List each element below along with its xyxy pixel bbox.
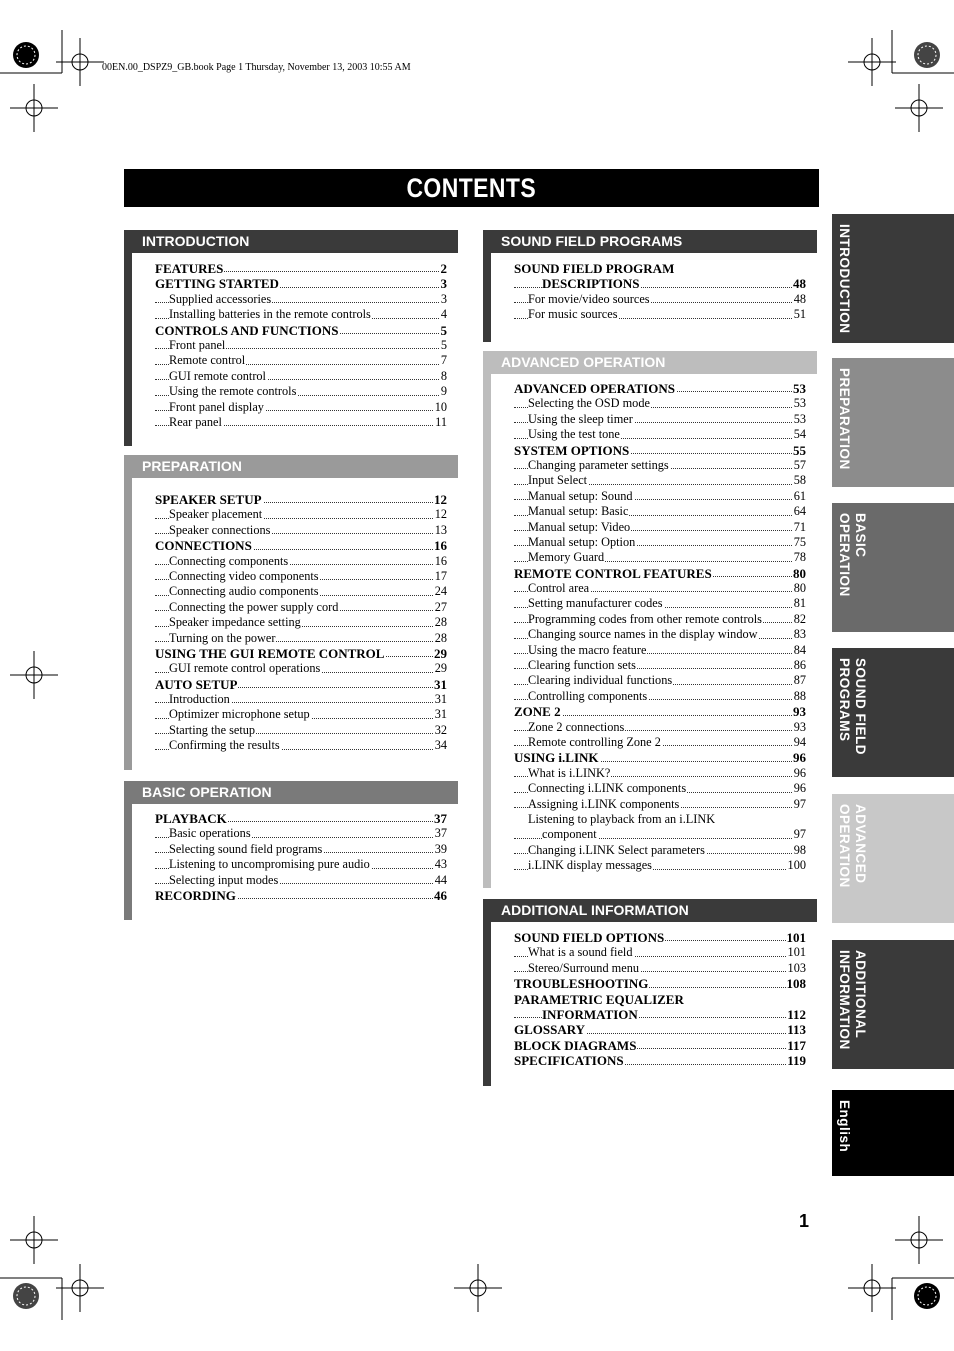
toc-main-entry[interactable] xyxy=(514,381,806,396)
toc-entry-label: Front panel display xyxy=(169,399,264,414)
toc-entry-label: TROUBLESHOOTING xyxy=(514,976,649,992)
toc-entry-page: 31 xyxy=(434,692,447,707)
toc-main-entry[interactable] xyxy=(514,276,806,291)
toc-sub-entry[interactable] xyxy=(514,627,806,642)
crosshair-icon xyxy=(10,651,58,699)
toc-sub-entry[interactable] xyxy=(514,581,806,596)
toc-entry-label: Assigning i.LINK components xyxy=(528,796,680,811)
toc-main-entry[interactable] xyxy=(155,538,447,553)
toc-entry-label: Listening to uncompromising pure audio xyxy=(169,857,370,872)
toc-entry-page: 78 xyxy=(793,550,806,565)
toc-entry-page: 58 xyxy=(793,473,806,488)
crosshair-icon xyxy=(454,1264,502,1312)
toc-entry-page: 11 xyxy=(435,414,447,429)
toc-entry-page: 103 xyxy=(787,960,806,975)
crosshair-icon xyxy=(895,1216,943,1264)
toc-entry-page: 54 xyxy=(793,427,806,442)
toc-entry-label: Remote controlling Zone 2 xyxy=(528,734,661,749)
toc-entry-page: 5 xyxy=(440,337,447,352)
file-info-header: 00EN.00_DSPZ9_GB.book Page 1 Thursday, November 13, 2003 10:55 AM xyxy=(102,62,411,73)
toc-main-entry[interactable] xyxy=(155,646,447,661)
toc-sub-entry[interactable] xyxy=(514,673,806,688)
side-tab-label: INTRODUCTION xyxy=(837,224,852,334)
section-bar xyxy=(483,922,491,1086)
toc-entry-label: Using the sleep timer xyxy=(528,411,633,426)
toc-entry-label: Introduction xyxy=(169,692,230,707)
toc-entry-page: 80 xyxy=(793,565,806,581)
crosshair-icon xyxy=(56,38,104,86)
toc-entry-label: Turning on the power xyxy=(169,630,276,645)
star-target-icon xyxy=(13,42,39,68)
crosshair-icon xyxy=(56,1264,104,1312)
toc-sub-entry[interactable] xyxy=(155,873,447,888)
crosshair-icon xyxy=(10,84,58,132)
toc-entry-page: 117 xyxy=(787,1037,806,1053)
toc-entry-label: Manual setup: Basic xyxy=(528,504,629,519)
toc-list-introduction xyxy=(155,261,447,430)
side-tab-label: PREPARATION xyxy=(837,368,852,470)
toc-entry-label: Clearing individual functions xyxy=(528,673,673,688)
toc-sub-entry[interactable] xyxy=(155,507,447,522)
toc-sub-entry[interactable] xyxy=(155,569,447,584)
toc-entry-page: 43 xyxy=(434,857,447,872)
toc-entry-page: 108 xyxy=(786,976,806,992)
toc-entry-label: Stereo/Surround menu xyxy=(528,960,639,975)
toc-entry-label: Zone 2 connections xyxy=(528,719,625,734)
toc-sub-entry[interactable] xyxy=(155,692,447,707)
toc-entry-label: AUTO SETUP xyxy=(155,676,238,692)
toc-sub-entry[interactable] xyxy=(514,720,806,735)
toc-list-additional-information xyxy=(514,930,806,1069)
section-header-additional-information: ADDITIONAL INFORMATION xyxy=(483,899,817,922)
toc-sub-entry[interactable] xyxy=(514,797,806,812)
toc-entry-page: 93 xyxy=(793,704,806,720)
section-bar xyxy=(124,804,132,920)
toc-sub-entry[interactable] xyxy=(155,369,447,384)
page-number: 1 xyxy=(799,1211,810,1231)
toc-entry-page: 24 xyxy=(434,584,447,599)
toc-entry-label: FEATURES xyxy=(155,261,224,276)
toc-entry-page: 31 xyxy=(434,707,447,722)
side-tab-label: ADVANCED OPERATION xyxy=(837,804,868,888)
toc-entry-page: 81 xyxy=(793,596,806,611)
toc-entry-label: USING i.LINK xyxy=(514,750,599,766)
toc-entry-page: 75 xyxy=(793,534,806,549)
toc-entry-page: 57 xyxy=(793,457,806,472)
toc-sub-entry[interactable] xyxy=(514,504,806,519)
side-tab-label: ADDITIONAL INFORMATION xyxy=(837,950,868,1050)
toc-entry-page: 29 xyxy=(434,661,447,676)
toc-entry-page: 53 xyxy=(793,396,806,411)
toc-entry-label: PARAMETRIC EQUALIZER xyxy=(514,991,684,1007)
toc-sub-entry[interactable] xyxy=(514,458,806,473)
toc-entry-label: ZONE 2 xyxy=(514,704,561,720)
page-title-bar xyxy=(124,169,819,207)
toc-entry-label: SOUND FIELD OPTIONS xyxy=(514,930,665,945)
toc-entry-page: 51 xyxy=(793,307,806,322)
toc-sub-entry[interactable] xyxy=(514,961,806,976)
side-tab-english[interactable] xyxy=(832,1090,954,1176)
crosshair-icon xyxy=(848,1264,896,1312)
toc-entry-page: 84 xyxy=(793,642,806,657)
toc-sub-entry[interactable] xyxy=(155,415,447,430)
toc-list-preparation xyxy=(155,492,447,754)
toc-sub-entry[interactable] xyxy=(155,826,447,841)
side-tab-sound-field-programs[interactable] xyxy=(832,648,954,777)
toc-sub-entry[interactable] xyxy=(514,843,806,858)
toc-entry-page: 119 xyxy=(787,1053,806,1069)
toc-entry-page: 34 xyxy=(434,738,447,753)
toc-sub-entry[interactable] xyxy=(155,353,447,368)
side-tab-label: English xyxy=(837,1100,852,1153)
toc-entry-page: 96 xyxy=(793,765,806,780)
toc-entry-label: USING THE GUI REMOTE CONTROL xyxy=(155,645,385,661)
toc-entry-label: BLOCK DIAGRAMS xyxy=(514,1037,637,1053)
side-tab-label: BASIC OPERATION xyxy=(837,513,868,597)
toc-entry-label: Selecting sound field programs xyxy=(169,841,323,856)
toc-sub-entry[interactable] xyxy=(514,550,806,565)
toc-entry-page: 55 xyxy=(793,442,806,458)
toc-entry-label: PLAYBACK xyxy=(155,811,227,826)
toc-sub-entry[interactable] xyxy=(155,615,447,630)
toc-entry-page: 28 xyxy=(434,615,447,630)
toc-list-basic-operation xyxy=(155,811,447,903)
toc-sub-entry[interactable] xyxy=(155,707,447,722)
toc-main-entry[interactable] xyxy=(514,992,806,1007)
toc-entry-label: SPEAKER SETUP xyxy=(155,492,262,507)
toc-entry-page: 86 xyxy=(793,658,806,673)
toc-main-entry[interactable] xyxy=(155,323,447,338)
toc-entry-label: Changing source names in the display window xyxy=(528,627,758,642)
toc-sub-entry[interactable] xyxy=(514,643,806,658)
toc-entry-label: Control area xyxy=(528,581,590,596)
toc-entry-page: 97 xyxy=(793,827,806,842)
toc-main-entry[interactable] xyxy=(514,1022,806,1037)
toc-entry-page: 96 xyxy=(793,750,806,766)
toc-entry-page: 83 xyxy=(793,627,806,642)
toc-sub-entry[interactable] xyxy=(155,600,447,615)
toc-entry-label: What is i.LINK? xyxy=(528,765,611,780)
toc-sub-entry[interactable] xyxy=(514,489,806,504)
toc-entry-page: 100 xyxy=(787,858,806,873)
toc-entry-label: DESCRIPTIONS xyxy=(542,276,640,292)
section-header-introduction: INTRODUCTION xyxy=(124,230,458,253)
toc-entry-label: Manual setup: Video xyxy=(528,519,631,534)
star-target-icon xyxy=(914,42,940,68)
toc-main-entry[interactable] xyxy=(514,750,806,765)
toc-entry-page: 3 xyxy=(440,291,447,306)
toc-entry-label: Connecting audio components xyxy=(169,584,319,599)
toc-list-sound-field-programs xyxy=(514,261,806,323)
toc-entry-page: 97 xyxy=(793,796,806,811)
toc-entry-page: 37 xyxy=(434,826,447,841)
toc-entry-label: Input Select xyxy=(528,473,588,488)
toc-entry-page: 28 xyxy=(434,630,447,645)
toc-main-entry[interactable] xyxy=(514,704,806,719)
side-tab-advanced-operation[interactable] xyxy=(832,794,954,923)
toc-entry-page: 46 xyxy=(434,887,447,903)
toc-entry-label: Manual setup: Option xyxy=(528,534,636,549)
toc-entry-page: 48 xyxy=(793,276,806,292)
toc-entry-label: Selecting the OSD mode xyxy=(528,396,650,411)
toc-entry-label: Using the macro feature xyxy=(528,642,647,657)
toc-list-advanced-operation xyxy=(514,381,806,874)
toc-main-entry[interactable] xyxy=(514,1053,806,1068)
toc-sub-entry[interactable] xyxy=(155,661,447,676)
section-bar xyxy=(124,253,132,446)
toc-sub-entry[interactable] xyxy=(155,554,447,569)
toc-entry-label: Optimizer microphone setup xyxy=(169,707,310,722)
toc-sub-entry[interactable] xyxy=(155,384,447,399)
star-target-icon xyxy=(13,1283,39,1309)
toc-entry-label: GUI remote control operations xyxy=(169,661,321,676)
toc-entry-label: Programming codes from other remote controls xyxy=(528,611,762,626)
toc-entry-page: 32 xyxy=(434,722,447,737)
toc-entry-page: 94 xyxy=(793,734,806,749)
toc-entry-page: 39 xyxy=(434,841,447,856)
section-header-advanced-operation: ADVANCED OPERATION xyxy=(483,351,817,374)
toc-entry-label: SOUND FIELD PROGRAM xyxy=(514,261,675,276)
toc-main-entry[interactable] xyxy=(155,888,447,903)
toc-sub-entry[interactable] xyxy=(514,292,806,307)
toc-entry-label: ADVANCED OPERATIONS xyxy=(514,381,675,396)
toc-sub-entry[interactable] xyxy=(514,945,806,960)
toc-entry-label: For music sources xyxy=(528,307,618,322)
toc-entry-page: 7 xyxy=(440,353,447,368)
toc-entry-page: 16 xyxy=(434,553,447,568)
toc-entry-label: REMOTE CONTROL FEATURES xyxy=(514,565,712,581)
toc-sub-entry[interactable] xyxy=(514,307,806,322)
toc-entry-page: 5 xyxy=(440,322,447,338)
toc-entry-page: 98 xyxy=(793,842,806,857)
toc-entry-page: 13 xyxy=(434,522,447,537)
toc-main-entry[interactable] xyxy=(514,1007,806,1022)
toc-entry-label: CONNECTIONS xyxy=(155,538,252,554)
toc-entry-label: Connecting the power supply cord xyxy=(169,599,339,614)
toc-sub-entry[interactable] xyxy=(514,396,806,411)
toc-main-entry[interactable] xyxy=(514,976,806,991)
toc-main-entry[interactable] xyxy=(514,261,806,276)
toc-entry-label: Using the test tone xyxy=(528,427,620,442)
toc-main-entry[interactable] xyxy=(514,566,806,581)
side-tab-label: SOUND FIELD PROGRAMS xyxy=(837,658,868,756)
toc-entry-label: Speaker placement xyxy=(169,507,263,522)
toc-sub-entry[interactable] xyxy=(155,857,447,872)
toc-main-entry[interactable] xyxy=(514,930,806,945)
toc-entry-page: 96 xyxy=(793,781,806,796)
toc-entry-page: 82 xyxy=(793,611,806,626)
toc-entry-page: 61 xyxy=(793,488,806,503)
toc-entry-label: Connecting components xyxy=(169,553,289,568)
toc-entry-page: 16 xyxy=(434,538,447,554)
toc-entry-label: CONTROLS AND FUNCTIONS xyxy=(155,322,339,338)
toc-entry-label: Front panel xyxy=(169,337,226,352)
toc-sub-entry[interactable] xyxy=(155,738,447,753)
toc-sub-entry[interactable] xyxy=(155,292,447,307)
toc-sub-entry[interactable] xyxy=(514,766,806,781)
section-header-preparation: PREPARATION xyxy=(124,455,458,478)
toc-entry-label: Starting the setup xyxy=(169,722,256,737)
side-tab-basic-operation[interactable] xyxy=(832,503,954,632)
toc-sub-entry[interactable] xyxy=(514,535,806,550)
toc-entry-label: INFORMATION xyxy=(542,1006,638,1022)
toc-entry-label: Memory Guard xyxy=(528,550,605,565)
toc-entry-label: SYSTEM OPTIONS xyxy=(514,442,630,458)
toc-entry-page: 8 xyxy=(440,368,447,383)
toc-main-entry[interactable] xyxy=(155,811,447,826)
toc-entry-label: Remote control xyxy=(169,353,246,368)
toc-entry-label: What is a sound field xyxy=(528,945,633,960)
toc-sub-entry[interactable] xyxy=(155,338,447,353)
toc-entry-page: 12 xyxy=(434,507,447,522)
toc-entry-label: Speaker connections xyxy=(169,522,271,537)
toc-entry-label: Connecting video components xyxy=(169,568,319,583)
toc-entry-page: 2 xyxy=(440,261,447,276)
toc-entry-label: GLOSSARY xyxy=(514,1022,586,1038)
toc-entry-page: 101 xyxy=(787,945,806,960)
toc-sub-entry[interactable] xyxy=(155,631,447,646)
toc-entry-label: Changing i.LINK Select parameters xyxy=(528,842,705,857)
side-tab-preparation[interactable] xyxy=(832,358,954,487)
toc-entry-label: Using the remote controls xyxy=(169,384,297,399)
toc-sub-entry[interactable] xyxy=(514,658,806,673)
toc-sub-entry[interactable] xyxy=(155,842,447,857)
toc-sub-entry[interactable] xyxy=(514,781,806,796)
toc-entry-label: Manual setup: Sound xyxy=(528,488,633,503)
toc-entry-label: Rear panel xyxy=(169,414,222,429)
toc-main-entry[interactable] xyxy=(155,492,447,507)
toc-entry-page: 88 xyxy=(793,688,806,703)
toc-sub-entry[interactable] xyxy=(514,689,806,704)
toc-entry-page: 71 xyxy=(793,519,806,534)
toc-sub-entry[interactable] xyxy=(514,612,806,627)
page-title: CONTENTS xyxy=(406,173,537,203)
toc-entry-label: RECORDING xyxy=(155,887,236,903)
toc-entry-page: 37 xyxy=(434,811,447,826)
toc-entry-label: i.LINK display messages xyxy=(528,858,652,873)
toc-main-entry[interactable] xyxy=(514,1038,806,1053)
side-tab-introduction[interactable] xyxy=(832,214,954,343)
toc-sub-entry[interactable] xyxy=(514,473,806,488)
toc-entry-page: 3 xyxy=(440,276,447,292)
toc-entry-label: For movie/video sources xyxy=(528,291,650,306)
toc-entry-label: Basic operations xyxy=(169,826,251,841)
toc-entry-label: Installing batteries in the remote controls xyxy=(169,307,371,322)
side-tab-additional-information[interactable] xyxy=(832,940,954,1069)
toc-entry-label: Controlling components xyxy=(528,688,648,703)
toc-sub-entry[interactable] xyxy=(155,523,447,538)
toc-sub-entry[interactable] xyxy=(155,400,447,415)
toc-entry-page: 48 xyxy=(793,291,806,306)
toc-sub-entry[interactable] xyxy=(514,858,806,873)
toc-entry-page: 31 xyxy=(434,676,447,692)
toc-sub-entry[interactable] xyxy=(514,427,806,442)
toc-entry-page: 53 xyxy=(793,411,806,426)
toc-entry-page: 9 xyxy=(440,384,447,399)
section-header-basic-operation: BASIC OPERATION xyxy=(124,781,458,804)
toc-entry-label: Selecting input modes xyxy=(169,872,279,887)
toc-entry-page: 29 xyxy=(434,645,447,661)
toc-entry-page: 17 xyxy=(434,568,447,583)
toc-entry-label: component xyxy=(542,827,597,842)
toc-entry-page: 64 xyxy=(793,504,806,519)
toc-sub-entry[interactable] xyxy=(155,723,447,738)
toc-entry-page: 10 xyxy=(434,399,447,414)
toc-entry-label: GUI remote control xyxy=(169,368,266,383)
section-header-sound-field-programs: SOUND FIELD PROGRAMS xyxy=(483,230,817,253)
crosshair-icon xyxy=(848,38,896,86)
toc-entry-label: Connecting i.LINK components xyxy=(528,781,687,796)
crosshair-icon xyxy=(10,1216,58,1264)
crosshair-icon xyxy=(895,84,943,132)
section-bar xyxy=(483,374,491,888)
toc-entry-label: Listening to playback from an i.LINK xyxy=(528,811,716,826)
toc-entry-label: Changing parameter settings xyxy=(528,457,669,472)
toc-entry-label: Clearing function sets xyxy=(528,658,636,673)
toc-entry-page: 113 xyxy=(787,1022,806,1038)
toc-main-entry[interactable] xyxy=(155,677,447,692)
toc-entry-page: 44 xyxy=(434,872,447,887)
toc-entry-page: 93 xyxy=(793,719,806,734)
toc-sub-entry[interactable] xyxy=(514,520,806,535)
toc-main-entry[interactable] xyxy=(155,276,447,291)
toc-sub-entry[interactable] xyxy=(514,596,806,611)
section-bar xyxy=(483,253,491,342)
toc-sub-entry[interactable] xyxy=(514,812,806,827)
toc-entry-label: GETTING STARTED xyxy=(155,276,279,292)
section-bar xyxy=(124,478,132,770)
toc-sub-entry[interactable] xyxy=(514,735,806,750)
toc-entry-page: 87 xyxy=(793,673,806,688)
toc-sub-entry[interactable] xyxy=(155,307,447,322)
toc-entry-page: 80 xyxy=(793,581,806,596)
toc-entry-label: Setting manufacturer codes xyxy=(528,596,663,611)
toc-entry-page: 12 xyxy=(434,492,447,507)
toc-entry-page: 112 xyxy=(787,1006,806,1022)
toc-entry-page: 4 xyxy=(440,307,447,322)
toc-main-entry[interactable] xyxy=(514,443,806,458)
toc-entry-page: 53 xyxy=(793,381,806,396)
toc-sub-entry[interactable] xyxy=(155,584,447,599)
toc-entry-page: 27 xyxy=(434,599,447,614)
toc-entry-label: Supplied accessories xyxy=(169,291,272,306)
toc-sub-entry[interactable] xyxy=(514,412,806,427)
toc-entry-label: Confirming the results xyxy=(169,738,280,753)
toc-sub-entry[interactable] xyxy=(514,827,806,842)
star-target-icon xyxy=(914,1283,940,1309)
toc-entry-page: 101 xyxy=(786,930,806,945)
toc-main-entry[interactable] xyxy=(155,261,447,276)
toc-entry-label: SPECIFICATIONS xyxy=(514,1053,624,1069)
toc-entry-label: Speaker impedance setting xyxy=(169,615,301,630)
